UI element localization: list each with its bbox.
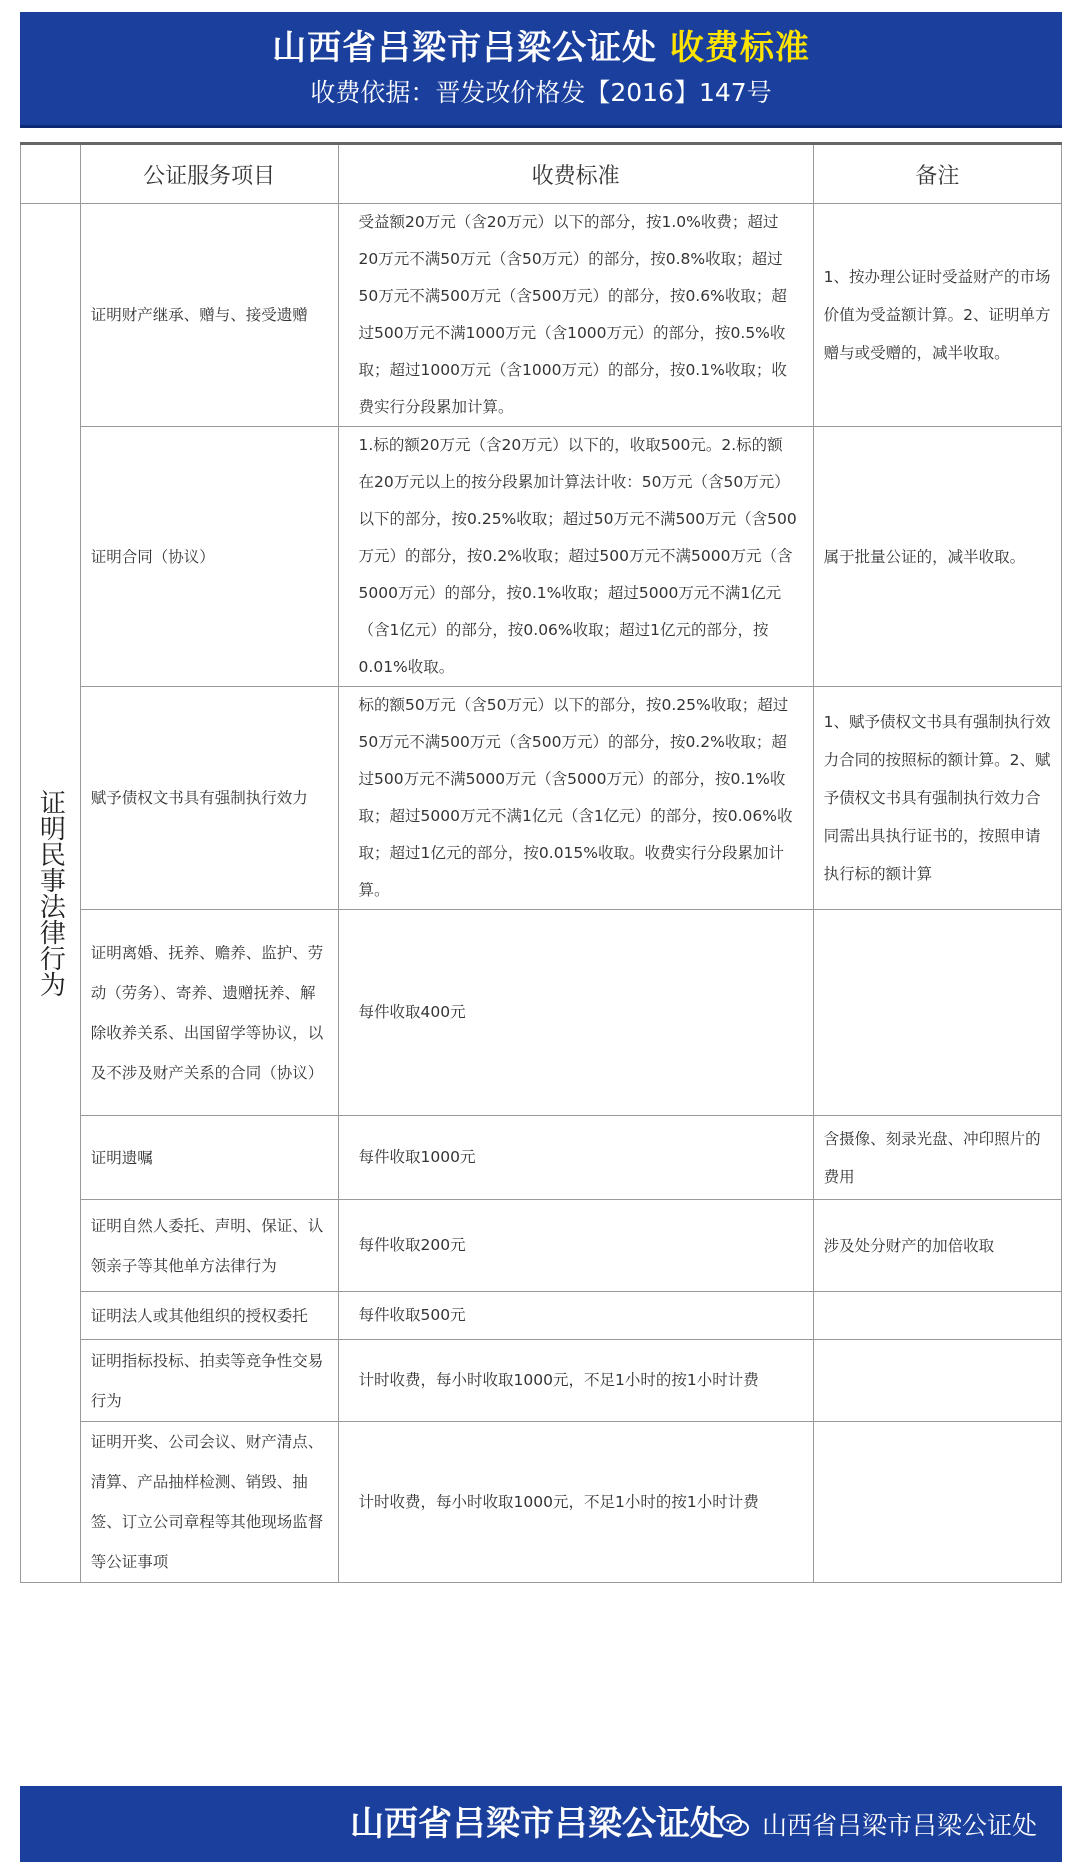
note-cell: 含摄像、刻录光盘、冲印照片的费用 (813, 1116, 1061, 1200)
item-cell: 赋予债权文书具有强制执行效力 (80, 687, 338, 910)
note-cell (813, 1340, 1061, 1422)
table-row (21, 1116, 1062, 1200)
note-cell (813, 910, 1061, 1116)
standard-cell: 每件收取1000元 (338, 1116, 813, 1200)
standard-cell: 每件收取400元 (338, 910, 813, 1116)
table-row (21, 687, 1062, 910)
item-cell: 证明遗嘱 (80, 1116, 338, 1200)
fee-basis: 收费依据：晋发改价格发【2016】147号 (310, 78, 772, 107)
page-title-highlight: 收费标准 (669, 28, 810, 68)
header-blank-cell (21, 144, 81, 204)
table-row (21, 204, 1062, 427)
column-header-item: 公证服务项目 (80, 144, 338, 204)
note-cell: 1、赋予债权文书具有强制执行效力合同的按照标的额计算。2、赋予债权文书具有强制执行效力合同需出具执行证书的，按照申请执行标的额计算 (813, 687, 1061, 910)
category-label: 证明民事法律行为 (21, 204, 81, 1583)
table-row (21, 1200, 1062, 1292)
item-cell: 证明法人或其他组织的授权委托 (80, 1292, 338, 1340)
note-cell (813, 1422, 1061, 1583)
header-banner (20, 12, 1062, 128)
standard-cell: 1.标的额20万元（含20万元）以下的，收取500元。2.标的额在20万元以上的按分段累加计算法计收：50万元（含50万元）以下的部分，按0.25%收取；超过50万元不满500万元（含500万元）的部分，按0.2%收取；超过500万元不满5000万元（含5000万元）的部分，按0.1%收取；超过5000万元不满1亿元（含1亿元）的部分，按0.06%收取；超过1亿元的部分，按0.01%收取。 (338, 427, 813, 687)
table-row (21, 1292, 1062, 1340)
footer-banner (20, 1786, 1062, 1862)
table-row (21, 427, 1062, 687)
fee-table (20, 142, 1062, 1583)
table-row (21, 910, 1062, 1116)
watermark (720, 1808, 1037, 1844)
item-cell: 证明财产继承、赠与、接受遗赠 (80, 204, 338, 427)
watermark-text: 山西省吕梁市吕梁公证处 (761, 1811, 1037, 1840)
standard-cell: 计时收费，每小时收取1000元，不足1小时的按1小时计费 (338, 1340, 813, 1422)
note-cell: 涉及处分财产的加倍收取 (813, 1200, 1061, 1292)
standard-cell: 受益额20万元（含20万元）以下的部分，按1.0%收费；超过20万元不满50万元（含50万元）的部分，按0.8%收取；超过50万元不满500万元（含500万元）的部分，按0.6%收取；超过500万元不满1000万元（含1000万元）的部分，按0.5%收取；超过1000万元（含1000万元）的部分，按0.1%收取；收费实行分段累加计算。 (338, 204, 813, 427)
item-cell: 证明合同（协议） (80, 427, 338, 687)
wechat-icon (720, 1811, 750, 1835)
item-cell: 证明自然人委托、声明、保证、认领亲子等其他单方法律行为 (80, 1200, 338, 1292)
standard-cell: 每件收取500元 (338, 1292, 813, 1340)
table-header-row (21, 144, 1062, 204)
page-title-main: 山西省吕梁市吕梁公证处 (272, 28, 658, 68)
table-row (21, 1422, 1062, 1583)
standard-cell: 计时收费，每小时收取1000元，不足1小时的按1小时计费 (338, 1422, 813, 1583)
note-cell: 属于批量公证的，减半收取。 (813, 427, 1061, 687)
column-header-standard: 收费标准 (338, 144, 813, 204)
note-cell: 1、按办理公证时受益财产的市场价值为受益额计算。2、证明单方赠与或受赠的，减半收取。 (813, 204, 1061, 427)
column-header-note: 备注 (813, 144, 1061, 204)
footer-title: 山西省吕梁市吕梁公证处 (350, 1804, 724, 1844)
standard-cell: 每件收取200元 (338, 1200, 813, 1292)
page-title (20, 26, 1062, 70)
item-cell: 证明离婚、抚养、赡养、监护、劳动（劳务）、寄养、遗赠抚养、解除收养关系、出国留学等协议，以及不涉及财产关系的合同（协议） (80, 910, 338, 1116)
item-cell: 证明指标投标、拍卖等竞争性交易行为 (80, 1340, 338, 1422)
item-cell: 证明开奖、公司会议、财产清点、清算、产品抽样检测、销毁、抽签、订立公司章程等其他现场监督等公证事项 (80, 1422, 338, 1583)
note-cell (813, 1292, 1061, 1340)
fee-table-container (20, 142, 1062, 1776)
table-row (21, 1340, 1062, 1422)
standard-cell: 标的额50万元（含50万元）以下的部分，按0.25%收取；超过50万元不满500万元（含500万元）的部分，按0.2%收取；超过500万元不满5000万元（含5000万元）的部分，按0.1%收取；超过5000万元不满1亿元（含1亿元）的部分，按0.06%收取；超过1亿元的部分，按0.015%收取。收费实行分段累加计算。 (338, 687, 813, 910)
